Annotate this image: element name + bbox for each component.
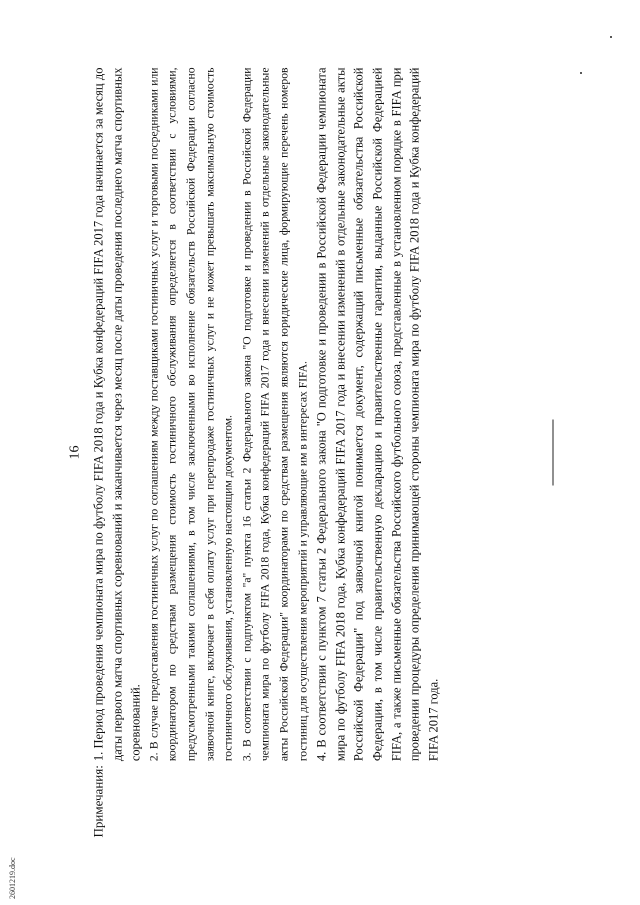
note-2: 2. В случае предоставления гостиничных услуг по соглашениям между поставщиками гостиничных услуг и торговыми посредниками или координатором по средствам размещения стоимость гостиничного обслуживания определяется в соответствии с условиями, предусмотренными такими соглашениями, в том числе заключенными во исполнение обязательств Российской Федерации согласно заявочной книге, включает в себя оплату услуг при перепродаже гостиничных услуг и не может превышать максимальную стоимость гостиничного обслуживания, установленную настоящим документом. <box>147 67 235 762</box>
notes-section <box>90 68 443 838</box>
notes-list <box>90 68 443 762</box>
scan-speck <box>580 72 582 74</box>
closing-rule <box>553 420 554 486</box>
page-number: 16 <box>67 445 83 460</box>
note-4: 4. В соответствии с пунктом 7 статьи 2 Федерального закона "О подготовке и проведении в Российской Федерации чемпионата мира по футболу FIFA 2018 года, Кубка конфедераций FIFA 2017 года и внесении изменений в отдельные законодательные акты Российской Федерации" под заявочной книгой понимается документ, содержащий письменные обязательства Российской Федерации, в том числе правительственную декларацию и правительственные гарантии, выданные Российской Федерацией FIFA, а также письменные обязательства Российского футбольного союза, представленные в установленном порядке в FIFA при проведении процедуры определения принимающей стороны чемпионата мира по футболу FIFA 2018 года и Кубка конфедераций FIFA 2017 года. <box>314 67 441 762</box>
rotated-page <box>68 68 573 838</box>
notes-label: Примечания: <box>90 765 106 838</box>
note-1: 1. Период проведения чемпионата мира по футболу FIFA 2018 года и Кубка конфедераций FIFA 2017 года начинается за месяц до даты первого матча спортивных соревнований и заканчивается через месяц после даты проведения последнего матча спортивных соревнований. <box>91 67 143 762</box>
note-3: 3. В соответствии с подпунктом "а" пункта 16 статьи 2 Федерального закона "О подготовке и проведении в Российской Федерации чемпионата мира по футболу FIFA 2018 года, Кубка конфедераций FIFA 2017 года и внесении изменений в отдельные законодательные акты Российской Федерации" координаторами по средствам размещения являются юридические лица, формирующие перечень номеров гостиниц для осуществления мероприятий и управляющие им в интересах FIFA. <box>240 67 310 762</box>
scan-speck <box>610 36 612 38</box>
document-code: 2601219.doc <box>8 857 17 899</box>
